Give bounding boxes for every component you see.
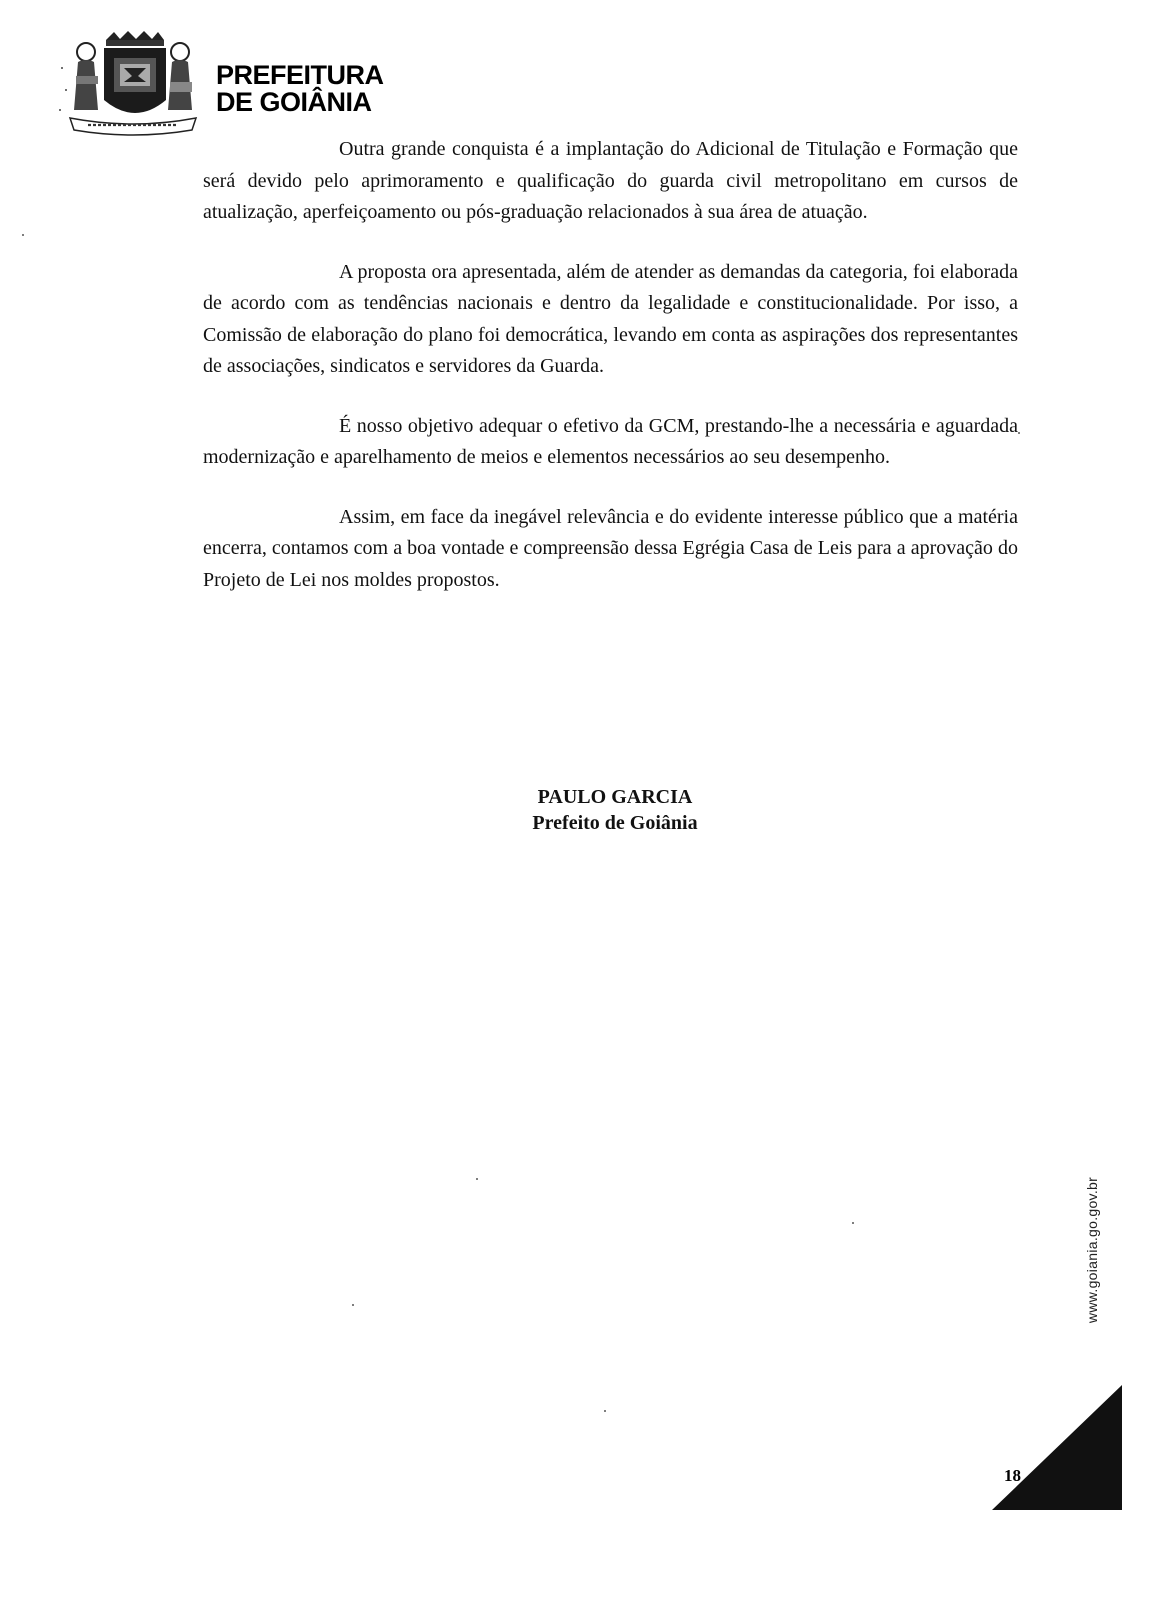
scan-speck — [852, 1222, 854, 1224]
letter-body — [203, 134, 1018, 624]
signatory-name: PAULO GARCIA — [537, 786, 693, 808]
signatory-title: Prefeito de Goiânia — [532, 812, 698, 834]
scan-speck — [352, 1304, 354, 1306]
signature-block — [380, 784, 850, 836]
paragraph: A proposta ora apresentada, além de atender as demandas da categoria, foi elaborada de acordo com as tendências nacionais e dentro da legalidade e constitucionalidade. Por isso, a Comissão de elaboração do plano foi democrática, levando em conta as aspirações dos representantes de associações, sindicatos e servidores da Guarda. — [203, 260, 1018, 377]
page-number: 18 — [1004, 1466, 1021, 1485]
scan-speck — [1018, 432, 1020, 434]
scan-speck — [22, 234, 24, 236]
brand-wordmark — [216, 62, 384, 116]
paragraph: Outra grande conquista é a implantação do Adicional de Titulação e Formação que será devido pelo aprimoramento e qualificação do guarda civil metropolitano em cursos de atualização, aperfeiçoamento ou pós-graduação relacionados à sua área de atuação. — [203, 138, 1018, 223]
paragraph: É nosso objetivo adequar o efetivo da GCM, prestando-lhe a necessária e aguardada modernização e aparelhamento de meios e elementos necessários ao seu desempenho. — [203, 414, 1018, 468]
scan-speck — [476, 1178, 478, 1180]
website-url: www.goiania.go.gov.br — [1084, 1176, 1100, 1324]
brand-line-1: PREFEITURA — [216, 60, 384, 90]
corner-triangle-icon — [992, 1385, 1122, 1515]
scan-speck — [604, 1410, 606, 1412]
brand-line-2: DE GOIÂNIA — [216, 87, 372, 117]
paragraph: Assim, em face da inegável relevância e do evidente interesse público que a matéria encerra, contamos com a boa vontade e compreensão dessa Egrégia Casa de Leis para a aprovação do Projeto de Lei nos moldes propostos. — [203, 505, 1018, 591]
goiania-coat-of-arms-icon — [58, 30, 208, 140]
